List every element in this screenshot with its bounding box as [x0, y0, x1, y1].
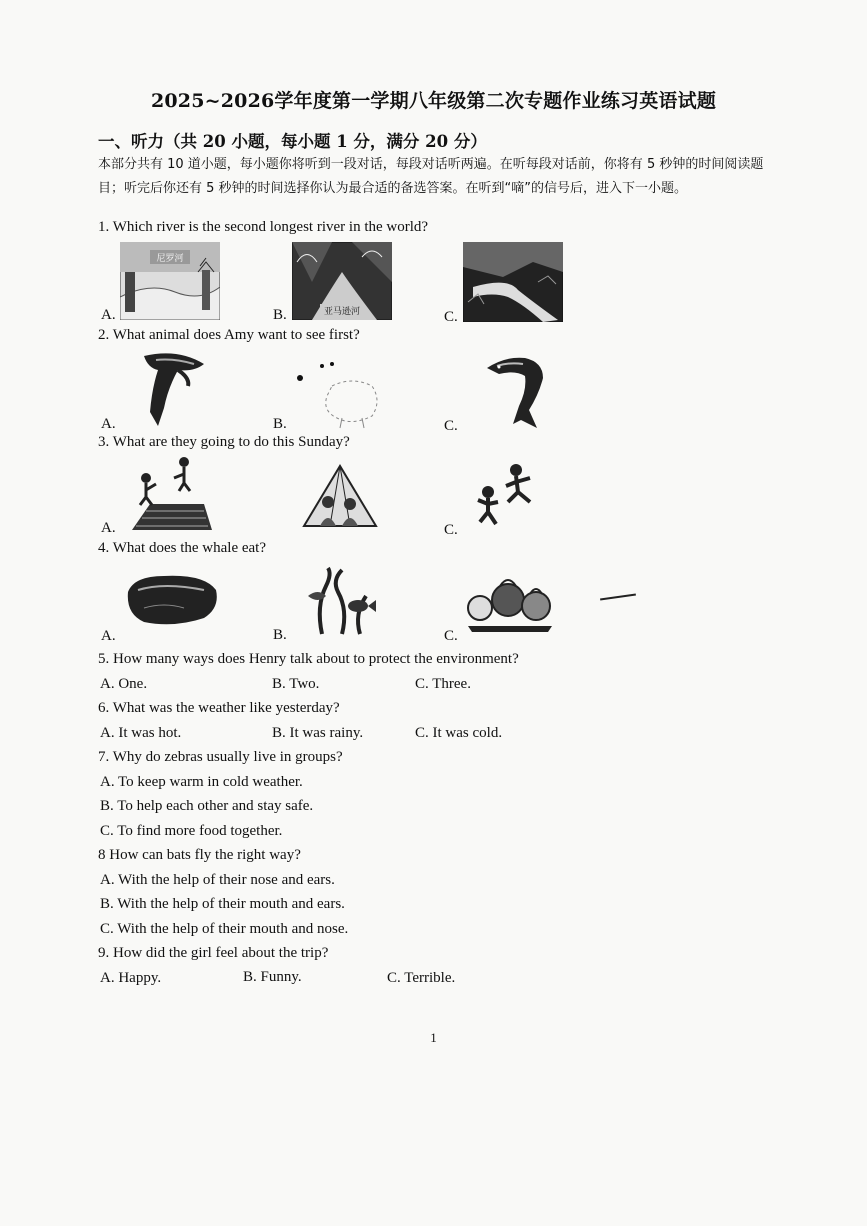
ice-skating-picture	[470, 462, 550, 534]
q6-option-c: C. It was cold.	[415, 725, 503, 741]
question-8: 8 How can bats fly the right way?	[98, 847, 301, 863]
question-1: 1. Which river is the second longest river in the world?	[98, 219, 429, 235]
nile-sign-label: 尼罗河	[156, 254, 184, 264]
question-7: 7. Why do zebras usually live in groups?	[98, 749, 343, 765]
q2-option-b-label: B.	[273, 416, 287, 432]
section-heading-listening: 一、听力（共 20 小题，每小题 1 分，满分 20 分）	[98, 132, 487, 151]
q2-option-a-label: A.	[101, 416, 116, 432]
q9-option-a: A. Happy.	[100, 970, 162, 986]
stray-pen-mark	[600, 594, 636, 601]
question-2: 2. What animal does Amy want to see first?	[98, 327, 360, 343]
mountain-climbing-picture	[132, 456, 212, 532]
q5-option-b: B. Two.	[272, 676, 320, 692]
q4-option-a-label: A.	[101, 628, 116, 644]
question-6: 6. What was the weather like yesterday?	[98, 700, 340, 716]
q5-option-a: A. One.	[100, 676, 148, 692]
river-canyon-picture	[463, 242, 563, 322]
q3-option-c-label: C.	[444, 522, 458, 538]
q8-option-a: A. With the help of their nose and ears.	[100, 872, 335, 888]
nile-river-picture	[120, 242, 220, 320]
q4-option-b-label: B.	[273, 627, 287, 643]
shark-picture	[138, 348, 210, 428]
q3-option-a-label: A.	[101, 520, 116, 536]
question-5: 5. How many ways does Henry talk about to protect the environment?	[98, 651, 519, 667]
vegetables-picture	[464, 570, 556, 632]
polar-bear-picture	[292, 356, 384, 430]
q7-option-a: A. To keep warm in cold weather.	[100, 774, 303, 790]
amazon-sign-label: 亚马逊河	[323, 307, 361, 317]
question-3: 3. What are they going to do this Sunday?	[98, 434, 350, 450]
q6-option-a: A. It was hot.	[100, 725, 182, 741]
camping-tent-picture	[300, 462, 380, 530]
q1-option-c-label: C.	[444, 309, 458, 325]
seaweed-fish-picture	[302, 566, 384, 636]
q6-option-b: B. It was rainy.	[272, 725, 364, 741]
q5-option-c: C. Three.	[415, 676, 471, 692]
q1-option-a-label: A.	[101, 307, 116, 323]
page-number: 1	[430, 1030, 437, 1045]
dolphin-picture	[485, 350, 547, 430]
meat-steak-picture	[124, 572, 220, 628]
q7-option-c: C. To find more food together.	[100, 823, 283, 839]
q8-option-b: B. With the help of their mouth and ears.	[100, 896, 345, 912]
exam-title: 2025~2026学年度第一学期八年级第二次专题作业练习英语试题	[150, 90, 717, 112]
q1-option-b-label: B.	[273, 307, 287, 323]
q7-option-b: B. To help each other and stay safe.	[100, 798, 314, 814]
q8-option-c: C. With the help of their mouth and nose.	[100, 921, 349, 937]
q2-option-c-label: C.	[444, 418, 458, 434]
q4-option-c-label: C.	[444, 628, 458, 644]
question-4: 4. What does the whale eat?	[98, 540, 266, 556]
q9-option-c: C. Terrible.	[387, 970, 456, 986]
q9-option-b: B. Funny.	[243, 969, 302, 985]
question-9: 9. How did the girl feel about the trip?	[98, 945, 329, 961]
section-instructions: 本部分共有 10 道小题，每小题你将听到一段对话，每段对话听两遍。在听每段对话前，你将有 5 秒钟的时间阅读题目；听完后你还有 5 秒钟的时间选择你认为最合适的备选答案。在听到“嘀”的信号后，进入下一小题。	[98, 157, 764, 196]
amazon-river-picture	[292, 242, 392, 320]
